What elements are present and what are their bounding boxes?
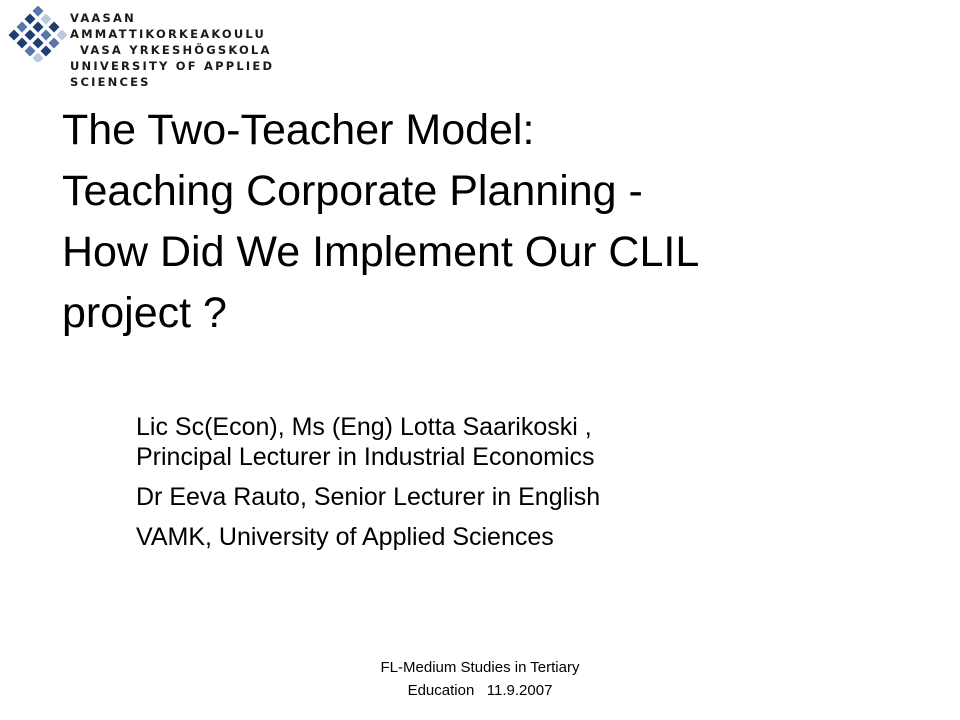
slide-footer xyxy=(300,656,660,702)
logo-diamond xyxy=(41,30,52,41)
logo-line-english: UNIVERSITY OF APPLIED SCIENCES xyxy=(70,59,275,89)
author-rauto xyxy=(136,482,936,512)
logo-diamond xyxy=(33,22,44,33)
footer-line-1: FL-Medium Studies in Tertiary xyxy=(380,659,580,676)
slide-subtitle xyxy=(136,412,936,562)
logo-diamond xyxy=(25,30,36,41)
logo-line-swedish: VASA YRKESHÖGSKOLA xyxy=(80,43,272,57)
author-saarikoski xyxy=(136,412,936,472)
logo-diamond xyxy=(57,30,68,41)
logo-diamond xyxy=(9,30,20,41)
title-line-4: project ? xyxy=(62,289,227,337)
diamond-grid-logo-icon xyxy=(8,6,68,62)
title-line-1: The Two-Teacher Model: xyxy=(62,106,535,154)
logo-diamond xyxy=(49,22,60,33)
logo-diamond xyxy=(49,38,60,49)
author-saarikoski-degrees: Lic Sc(Econ), Ms (Eng) Lotta Saarikoski , xyxy=(136,413,592,441)
author-rauto-line: Dr Eeva Rauto, Senior Lecturer in English xyxy=(136,483,601,511)
logo-diamond xyxy=(41,46,52,57)
logo-diamond xyxy=(17,22,28,33)
author-saarikoski-position: Principal Lecturer in Industrial Economics xyxy=(136,443,595,471)
logo-diamond xyxy=(33,38,44,49)
logo-diamond xyxy=(25,46,36,57)
institution-line: VAMK, University of Applied Sciences xyxy=(136,523,554,551)
title-line-2: Teaching Corporate Planning - xyxy=(62,167,643,215)
logo-diamond xyxy=(41,14,52,25)
logo-wordmark xyxy=(70,10,308,90)
logo-diamond xyxy=(17,38,28,49)
logo-diamond xyxy=(33,53,44,63)
institution xyxy=(136,522,936,552)
footer-line-2: Education 11.9.2007 xyxy=(407,682,553,699)
logo-diamond xyxy=(33,6,44,17)
title-line-3: How Did We Implement Our CLIL xyxy=(62,228,700,276)
university-logo xyxy=(8,6,308,89)
logo-line-finnish: VAASAN AMMATTIKORKEAKOULU xyxy=(70,11,267,41)
logo-diamond xyxy=(25,14,36,25)
slide-title xyxy=(62,100,942,344)
